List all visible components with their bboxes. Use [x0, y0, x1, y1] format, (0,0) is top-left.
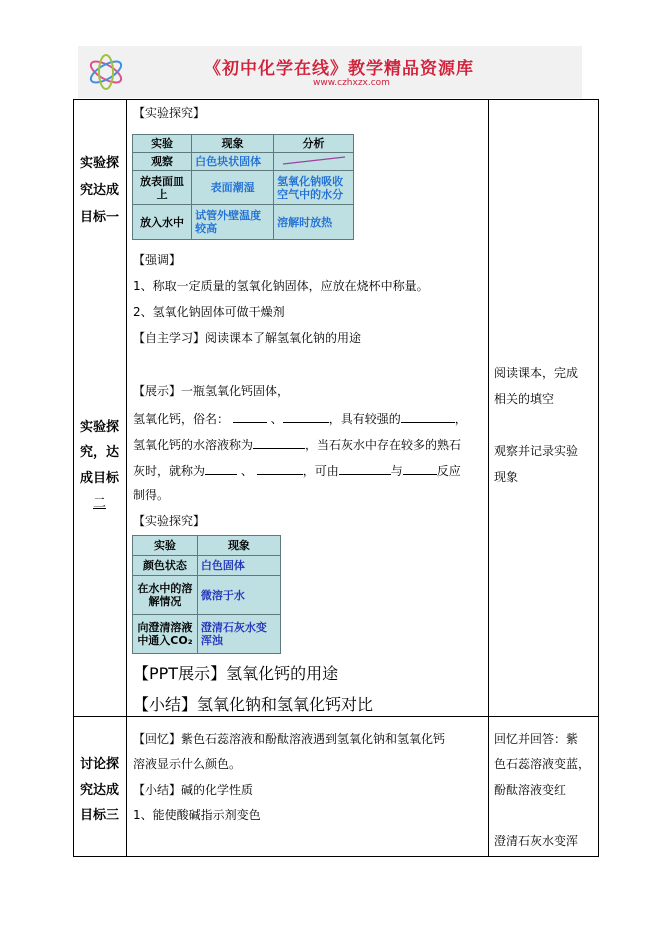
student-answer: 回忆并回答：紫 — [494, 732, 579, 746]
table-cell: 澄清石灰水变浑浊 — [197, 615, 280, 654]
ppt-display: 【PPT展示】氢氧化钙的用途 — [133, 664, 339, 683]
row-divider — [73, 716, 599, 717]
emphasis-point: 1、称取一定质量的氢氧化钠固体，应放在烧杯中称量。 — [133, 279, 429, 293]
blank[interactable] — [253, 436, 305, 449]
table-cell: 微溶于水 — [197, 576, 280, 615]
table-cell: 试管外壁温度较高 — [192, 205, 274, 240]
recall-text: 【回忆】紫色石蕊溶液和酚酞溶液遇到氢氧化钠和氢氧化钙 — [133, 732, 446, 746]
fill-text: 与 — [390, 464, 403, 478]
student-activity: 观察并记录实验 — [494, 444, 579, 458]
student-answer: 色石蕊溶液变蓝， — [494, 757, 591, 771]
diagonal-line-cell — [274, 152, 354, 170]
row-label: 成目标 — [80, 471, 120, 486]
property-point: 1、能使酸碱指示剂变色 — [133, 808, 261, 822]
table-cell: 表面潮湿 — [192, 170, 274, 205]
row-label: 实验探 — [80, 420, 120, 435]
table-cell: 向澄清溶液中通入CO₂ — [133, 615, 198, 654]
blank[interactable] — [339, 462, 391, 475]
row-label: 二 — [93, 496, 107, 511]
table-border-right — [598, 99, 599, 857]
blank[interactable] — [403, 462, 437, 475]
fill-text: ，具有较强的 — [328, 412, 401, 426]
table-cell: 放入水中 — [133, 205, 192, 240]
emphasis-heading: 【强调】 — [133, 253, 182, 267]
blank[interactable] — [233, 410, 267, 423]
fill-line — [133, 436, 461, 452]
row-label: 究达成 — [80, 783, 120, 798]
blank[interactable] — [257, 462, 303, 475]
fill-text: 反应 — [436, 464, 461, 478]
table-header: 现象 — [192, 135, 274, 153]
fill-line: 制得。 — [133, 488, 170, 502]
fill-line — [133, 462, 461, 478]
student-answer: 酚酞溶液变红 — [494, 783, 567, 797]
table-border-bottom — [73, 856, 599, 857]
fill-text: 灰时，就称为 — [133, 464, 206, 478]
blank[interactable] — [205, 462, 237, 475]
recall-text: 溶液显示什么颜色。 — [133, 757, 242, 771]
fill-line — [133, 410, 467, 426]
banner-title: 《初中化学在线》教学精品资源库 — [204, 59, 474, 79]
row-label: 讨论探 — [80, 757, 120, 772]
column-divider — [488, 99, 489, 857]
student-activity: 阅读课本，完成 — [494, 366, 579, 380]
fill-text: ，当石灰水中存在较多的熟石 — [305, 438, 462, 452]
table-cell: 在水中的溶解情况 — [133, 576, 198, 615]
naoh-experiment-table — [132, 134, 354, 240]
table-cell: 观察 — [133, 152, 192, 170]
table-header: 实验 — [133, 135, 192, 153]
banner-url: www.czhxzx.com — [313, 78, 390, 88]
table-header: 实验 — [133, 536, 198, 556]
table-cell: 白色块状固体 — [192, 152, 274, 170]
row-label: 目标一 — [80, 210, 120, 225]
fill-text: ， — [454, 412, 467, 426]
header-banner — [78, 46, 582, 98]
table-cell: 溶解时放热 — [274, 205, 354, 240]
student-answer: 澄清石灰水变浑 — [494, 834, 579, 848]
row-label: 究，达 — [80, 445, 120, 460]
summary: 【小结】氢氧化钠和氢氧化钙对比 — [133, 695, 374, 714]
row-label: 目标三 — [80, 808, 120, 823]
display-text: 【展示】一瓶氢氧化钙固体， — [133, 384, 290, 398]
fill-text: 、 — [270, 412, 283, 426]
table-header: 分析 — [274, 135, 354, 153]
table-cell: 放表面皿上 — [133, 170, 192, 205]
table-border-top — [73, 99, 599, 100]
row-label: 实验探 — [80, 156, 120, 171]
section-heading: 【实验探究】 — [133, 106, 206, 120]
summary: 【小结】碱的化学性质 — [133, 783, 254, 797]
logo-icon — [86, 52, 126, 92]
student-activity: 相关的填空 — [494, 392, 555, 406]
table-cell: 氢氧化钠吸收空气中的水分 — [274, 170, 354, 205]
row-label: 究达成 — [80, 183, 120, 198]
emphasis-point: 2、氢氧化钠固体可做干燥剂 — [133, 305, 285, 319]
section-heading: 【实验探究】 — [133, 514, 206, 528]
table-border-left — [73, 99, 74, 857]
fill-text: 氢氧化钙，俗名： — [133, 412, 230, 426]
table-cell: 白色固体 — [197, 556, 280, 576]
fill-text: 、 — [240, 464, 253, 478]
table-header: 现象 — [197, 536, 280, 556]
table-cell: 颜色状态 — [133, 556, 198, 576]
blank[interactable] — [401, 410, 455, 423]
blank[interactable] — [283, 410, 329, 423]
fill-text: ，可由 — [302, 464, 339, 478]
student-activity: 现象 — [494, 470, 519, 484]
column-divider — [126, 99, 127, 857]
fill-text: 氢氧化钙的水溶液称为 — [133, 438, 254, 452]
self-study: 【自主学习】阅读课本了解氢氧化钠的用途 — [133, 331, 362, 345]
caoh2-experiment-table — [132, 535, 281, 654]
